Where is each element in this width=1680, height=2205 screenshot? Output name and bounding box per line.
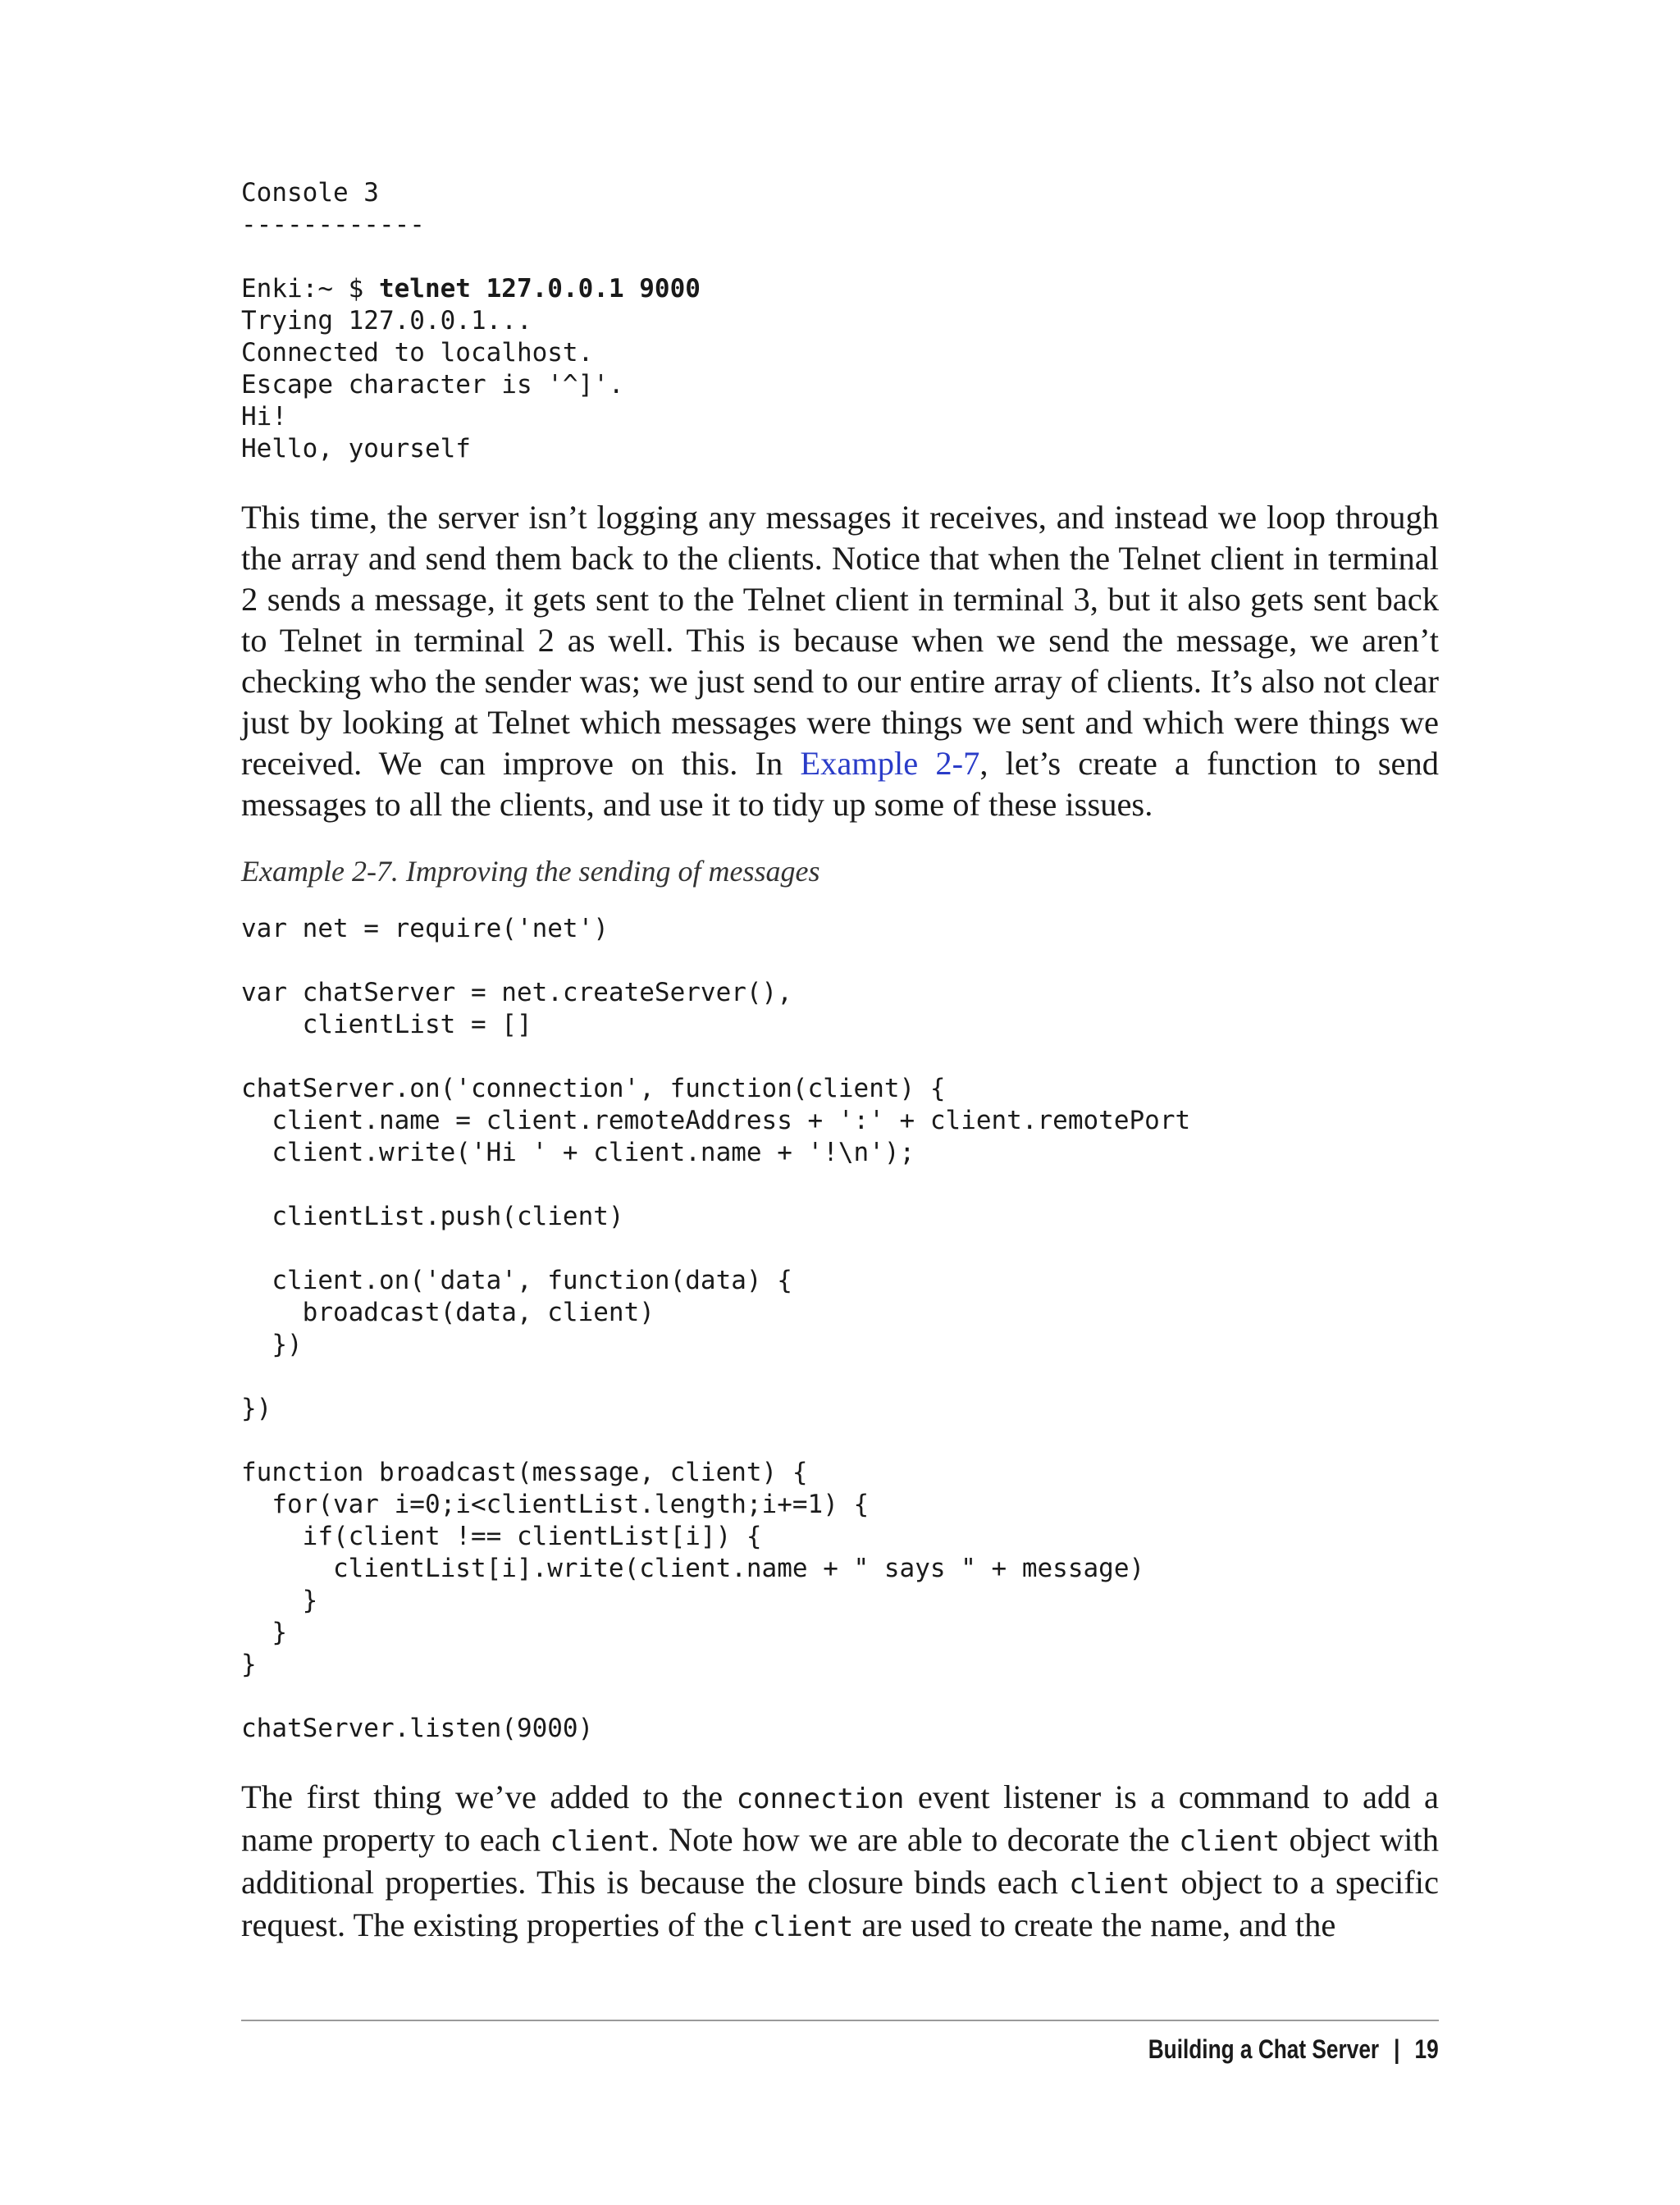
code-line: clientList = [] bbox=[241, 1010, 532, 1039]
code-line: var chatServer = net.createServer(), bbox=[241, 978, 792, 1007]
console-line: Hi! bbox=[241, 402, 287, 431]
code-line: for(var i=0;i<clientList.length;i+=1) { bbox=[241, 1490, 870, 1519]
inline-code: client bbox=[752, 1911, 854, 1943]
code-line: }) bbox=[241, 1394, 272, 1423]
console-line: Console 3 bbox=[241, 178, 379, 208]
code-line: clientList[i].write(client.name + " says " + message) bbox=[241, 1554, 1145, 1583]
console-prompt-line bbox=[241, 273, 1439, 305]
console-output bbox=[241, 177, 1439, 465]
code-line: chatServer.listen(9000) bbox=[241, 1714, 594, 1743]
code-line: client.on('data', function(data) { bbox=[241, 1266, 792, 1295]
paragraph-text: The first thing we’ve added to the bbox=[241, 1778, 737, 1815]
code-line: } bbox=[241, 1650, 257, 1679]
code-line bbox=[241, 1041, 1439, 1073]
code-line bbox=[241, 945, 1439, 977]
code-line bbox=[241, 1233, 1439, 1265]
code-line: broadcast(data, client) bbox=[241, 1298, 655, 1327]
console-line: Hello, yourself bbox=[241, 434, 471, 463]
paragraph-text: . Note how we are able to decorate the bbox=[651, 1821, 1180, 1858]
code-line: function broadcast(message, client) { bbox=[241, 1458, 808, 1487]
example-link[interactable]: Example 2-7 bbox=[800, 745, 980, 782]
code-line: } bbox=[241, 1618, 287, 1647]
code-line: client.name = client.remoteAddress + ':' + client.remotePort bbox=[241, 1106, 1191, 1135]
console-line: Escape character is '^]'. bbox=[241, 370, 624, 399]
paragraph-text: This time, the server isn’t logging any messages it receives, and instead we loop through the array and send them back to the clients. Notice that when the Telnet client in terminal 2 sends a message, it gets sent to the Telnet client in terminal 3, but it also gets sent back to Telnet in terminal 2 as well. This is because when we send the message, we aren’t checking who the sender was; we just send to our entire array of clients. It’s also not clear just by looking at Telnet which messages were things we sent and which were things we received. We can improve on this. In bbox=[241, 499, 1439, 782]
code-line: if(client !== clientList[i]) { bbox=[241, 1522, 762, 1551]
example-caption: Example 2-7. Improving the sending of messages bbox=[241, 855, 820, 888]
code-line: }) bbox=[241, 1330, 303, 1359]
paragraph-text: event listener is a command to add a name property to each bbox=[241, 1778, 1440, 1858]
code-line bbox=[241, 1425, 1439, 1457]
inline-code: client bbox=[1069, 1868, 1171, 1901]
paragraph-text: are used to create the name, and the bbox=[853, 1906, 1336, 1943]
footer-section-title: Building a Chat Server bbox=[1148, 2034, 1380, 2064]
console-line: Connected to localhost. bbox=[241, 338, 594, 368]
code-line: client.write('Hi ' + client.name + '!\n'); bbox=[241, 1138, 915, 1167]
console-line: ------------ bbox=[241, 210, 425, 240]
console-command: telnet 127.0.0.1 9000 bbox=[378, 274, 701, 304]
paragraph-text: , let’s create a function to send messages to all the clients, and use it to tidy up some of these issues. bbox=[241, 745, 1439, 823]
console-line: Trying 127.0.0.1... bbox=[241, 306, 532, 336]
console-line bbox=[241, 241, 1439, 273]
inline-code: client bbox=[550, 1825, 651, 1858]
console-prompt: Enki:~ $ bbox=[241, 274, 379, 304]
inline-code: connection bbox=[736, 1783, 905, 1815]
paragraph-text: object with additional properties. This is because the closure binds each bbox=[241, 1821, 1439, 1901]
code-line bbox=[241, 1169, 1439, 1201]
page-footer bbox=[1148, 2031, 1439, 2067]
code-line: var net = require('net') bbox=[241, 914, 609, 943]
code-line: chatServer.on('connection', function(client) { bbox=[241, 1074, 946, 1103]
paragraph-text: object to a specific request. The existing properties of the bbox=[241, 1864, 1439, 1943]
code-listing bbox=[241, 913, 1439, 1745]
page-number: 19 bbox=[1414, 2034, 1439, 2064]
code-line: } bbox=[241, 1586, 318, 1615]
footer-divider bbox=[241, 2020, 1439, 2021]
code-line bbox=[241, 1361, 1439, 1393]
code-line bbox=[241, 1681, 1439, 1713]
body-paragraph bbox=[241, 497, 1439, 825]
code-line: clientList.push(client) bbox=[241, 1202, 624, 1231]
body-paragraph bbox=[241, 1777, 1439, 1947]
footer-separator: | bbox=[1394, 2034, 1400, 2064]
inline-code: client bbox=[1179, 1825, 1281, 1858]
